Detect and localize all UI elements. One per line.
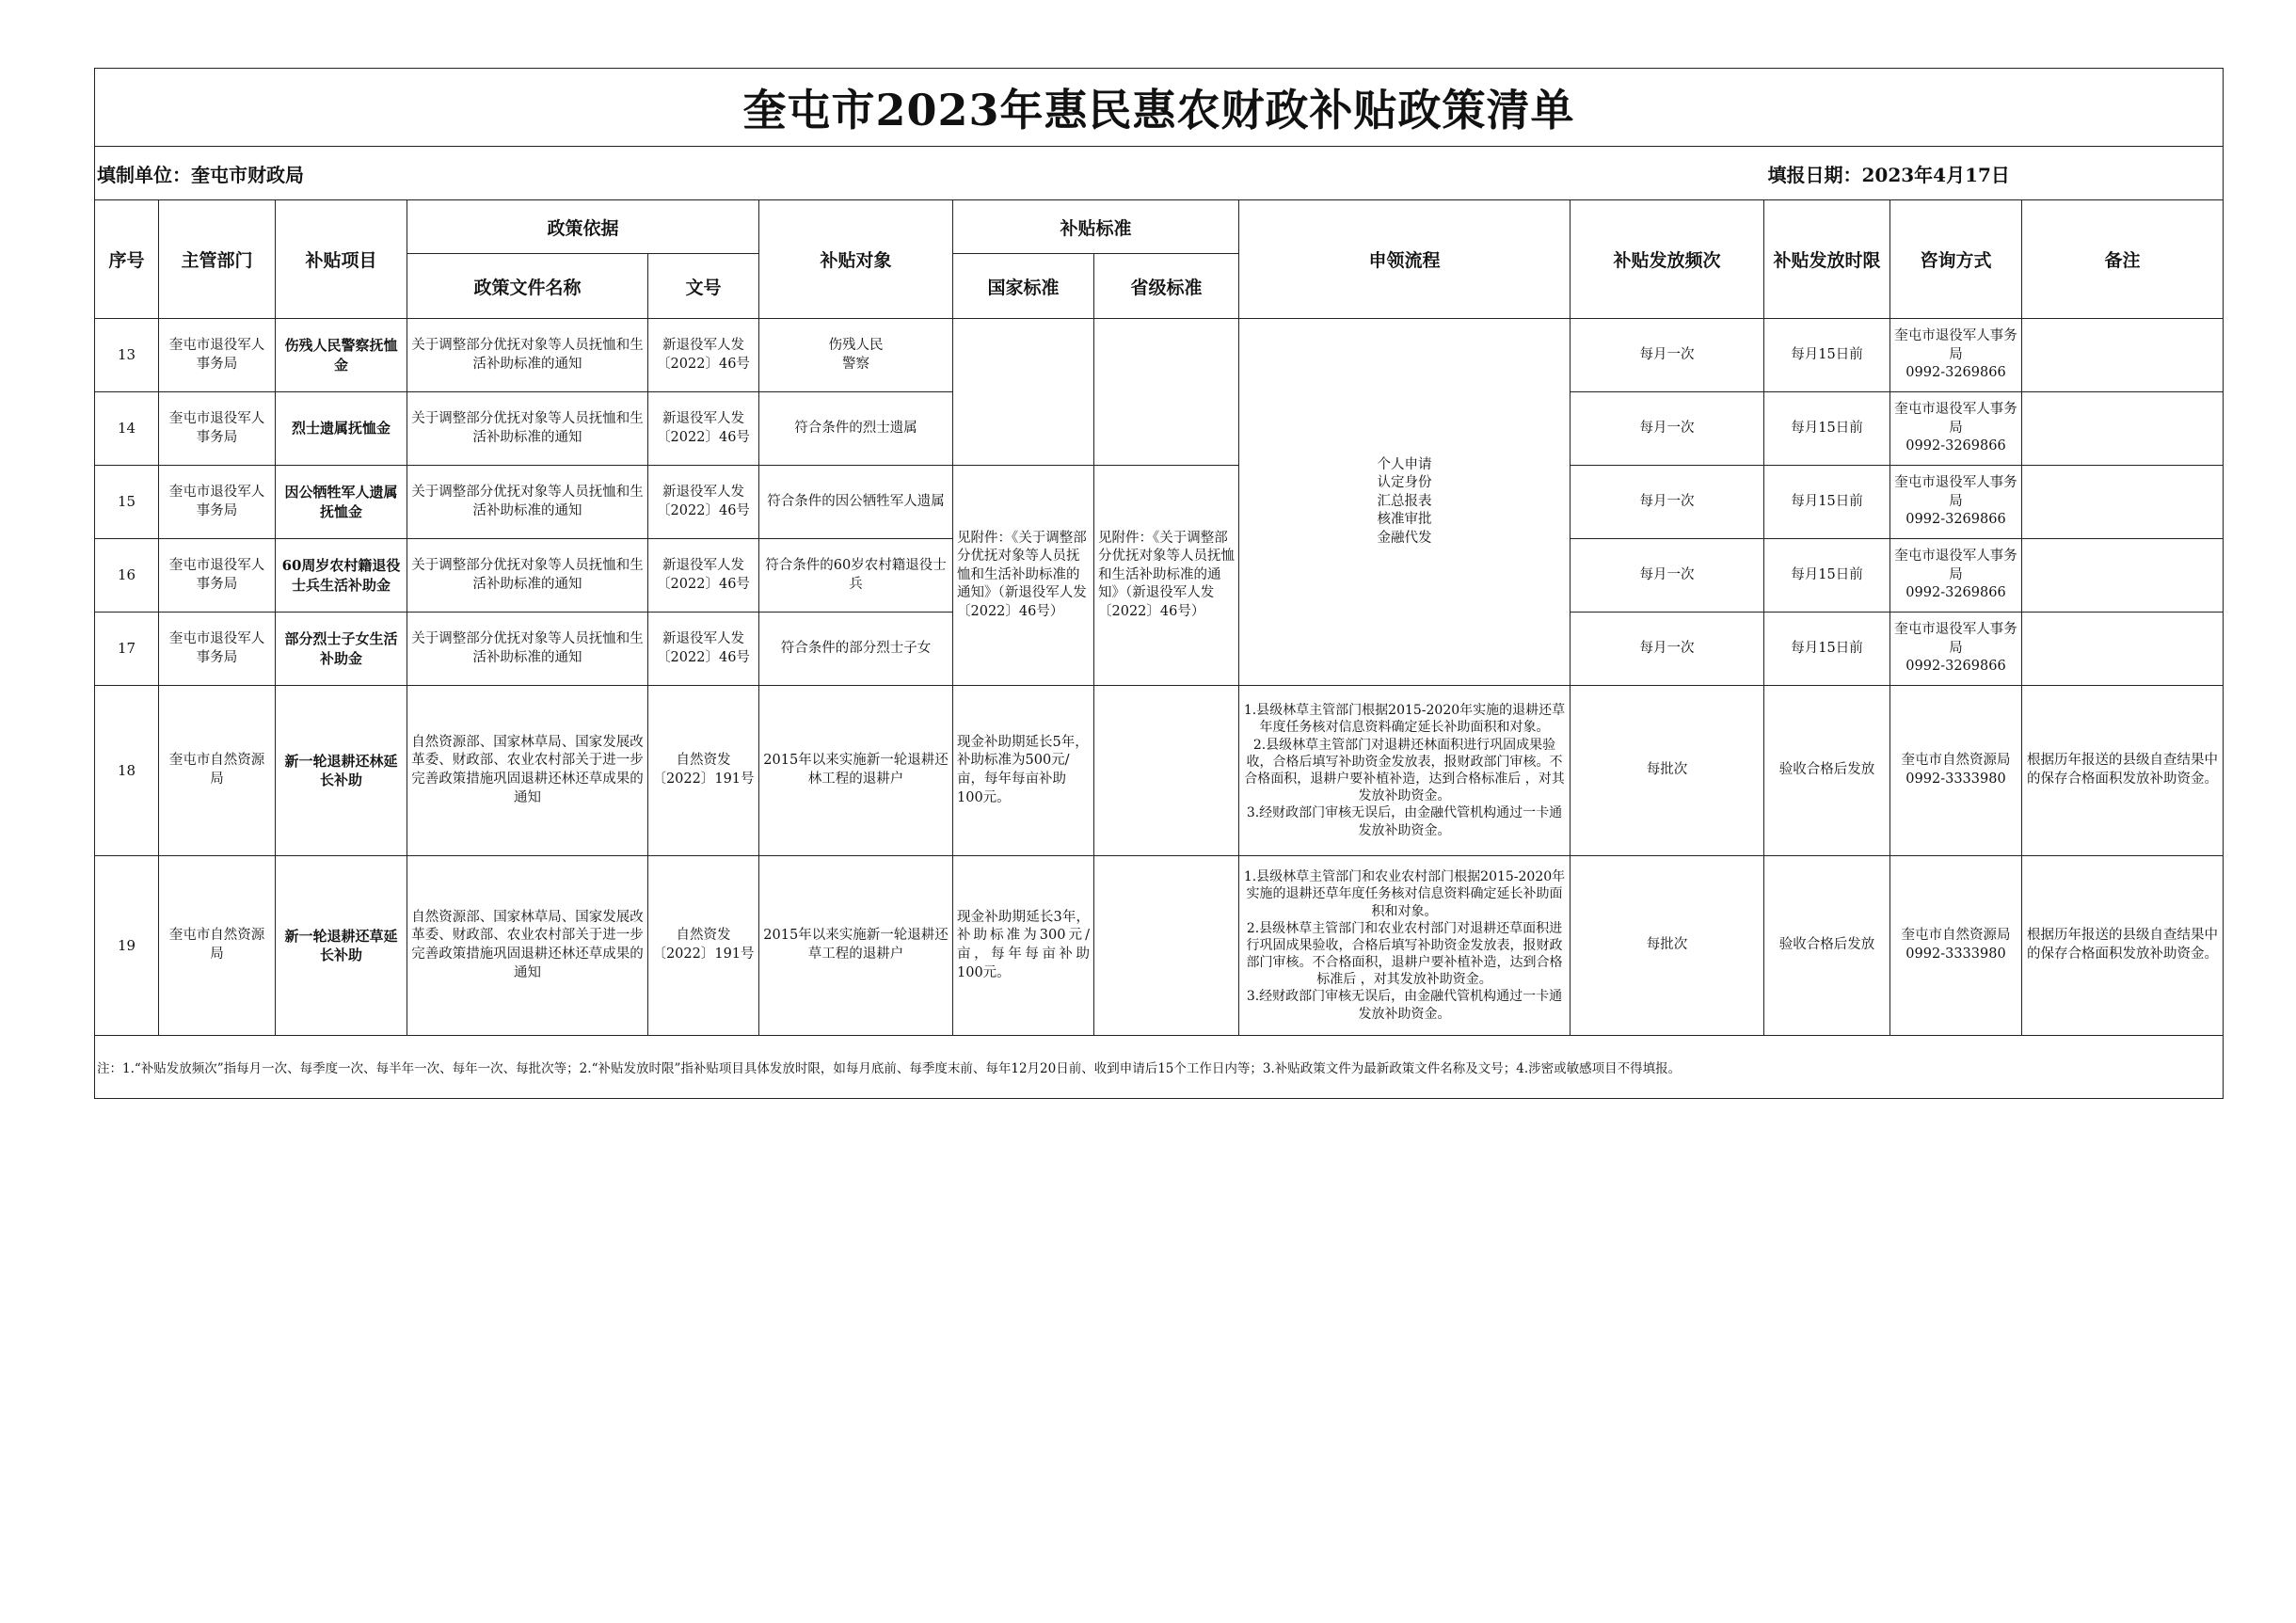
cell-remark: 根据历年报送的县级自查结果中的保存合格面积发放补助资金。 [2022, 686, 2224, 856]
cell-frequency: 每批次 [1571, 686, 1764, 856]
cell-contact: 奎屯市退役军人事务局 0992-3269866 [1890, 392, 2022, 466]
cell-contact: 奎屯市退役军人事务局 0992-3269866 [1890, 539, 2022, 613]
cell-seq: 17 [95, 613, 159, 686]
cell-department: 奎屯市退役军人事务局 [159, 613, 276, 686]
cell-target: 伤残人民 警察 [759, 319, 953, 392]
cell-process: 1.县级林草主管部门和农业农村部门根据2015-2020年实施的退耕还草年度任务核对信息资料确定延长补助面积和对象。 2.县级林草主管部门和农业农村部门对退耕还草面积进行巩固成果验收，合格后填写补助资金发放表，报财政部门审核。不合格面积，退耕户要补植补造，达到合格标准后 ，对其发放补助资金。 3.经财政部门审核无误后，由金融代管机构通过一卡通发放补助资金。 [1239, 856, 1571, 1036]
cell-time-limit: 验收合格后发放 [1764, 686, 1890, 856]
cell-remark [2022, 319, 2224, 392]
cell-remark [2022, 466, 2224, 539]
cell-contact: 奎屯市退役军人事务局 0992-3269866 [1890, 613, 2022, 686]
cell-time-limit: 每月15日前 [1764, 392, 1890, 466]
cell-department: 奎屯市自然资源局 [159, 686, 276, 856]
header-frequency: 补贴发放频次 [1571, 200, 1764, 319]
cell-doc-no: 自然资发〔2022〕191号 [648, 856, 759, 1036]
cell-national-std-shared: 见附件：《关于调整部分优抚对象等人员抚恤和生活补助标准的通知》（新退役军人发〔2022〕46号） [953, 466, 1094, 686]
cell-doc-name: 关于调整部分优抚对象等人员抚恤和生活补助标准的通知 [407, 392, 648, 466]
header-time-limit: 补贴发放时限 [1764, 200, 1890, 319]
header-standard: 补贴标准 [953, 200, 1239, 254]
cell-target: 符合条件的烈士遗属 [759, 392, 953, 466]
cell-doc-name: 关于调整部分优抚对象等人员抚恤和生活补助标准的通知 [407, 466, 648, 539]
cell-seq: 13 [95, 319, 159, 392]
header-policy-basis: 政策依据 [407, 200, 759, 254]
cell-department: 奎屯市退役军人事务局 [159, 392, 276, 466]
footnote: 注：1.“补贴发放频次”指每月一次、每季度一次、每半年一次、每年一次、每批次等；2.“补贴发放时限”指补贴项目具体发放时限，如每月底前、每季度末前、每年12月20日前、收到申请后15个工作日内等；3.补贴政策文件为最新政策文件名称及文号；4.涉密或敏感项目不得填报。 [95, 1036, 2224, 1099]
cell-frequency: 每月一次 [1571, 392, 1764, 466]
cell-remark: 根据历年报送的县级自查结果中的保存合格面积发放补助资金。 [2022, 856, 2224, 1036]
cell-remark [2022, 392, 2224, 466]
cell-item: 60周岁农村籍退役士兵生活补助金 [276, 539, 407, 613]
cell-doc-no: 新退役军人发〔2022〕46号 [648, 539, 759, 613]
cell-seq: 16 [95, 539, 159, 613]
cell-department: 奎屯市自然资源局 [159, 856, 276, 1036]
header-item: 补贴项目 [276, 200, 407, 319]
header-department: 主管部门 [159, 200, 276, 319]
cell-time-limit: 每月15日前 [1764, 539, 1890, 613]
cell-provincial-std-blank [1094, 319, 1239, 466]
cell-contact: 奎屯市退役军人事务局 0992-3269866 [1890, 319, 2022, 392]
cell-contact: 奎屯市自然资源局 0992-3333980 [1890, 686, 2022, 856]
cell-doc-no: 新退役军人发〔2022〕46号 [648, 613, 759, 686]
cell-doc-name: 关于调整部分优抚对象等人员抚恤和生活补助标准的通知 [407, 319, 648, 392]
cell-department: 奎屯市退役军人事务局 [159, 319, 276, 392]
cell-doc-no: 新退役军人发〔2022〕46号 [648, 392, 759, 466]
cell-frequency: 每批次 [1571, 856, 1764, 1036]
cell-doc-no: 新退役军人发〔2022〕46号 [648, 466, 759, 539]
cell-doc-name: 关于调整部分优抚对象等人员抚恤和生活补助标准的通知 [407, 539, 648, 613]
cell-provincial-std-shared: 见附件：《关于调整部分优抚对象等人员抚恤和生活补助标准的通知》（新退役军人发〔2022〕46号） [1094, 466, 1239, 686]
cell-time-limit: 每月15日前 [1764, 319, 1890, 392]
cell-frequency: 每月一次 [1571, 319, 1764, 392]
header-national-std: 国家标准 [953, 254, 1094, 319]
cell-time-limit: 每月15日前 [1764, 613, 1890, 686]
cell-doc-no: 新退役军人发〔2022〕46号 [648, 319, 759, 392]
header-remark: 备注 [2022, 200, 2224, 319]
cell-target: 2015年以来实施新一轮退耕还草工程的退耕户 [759, 856, 953, 1036]
header-seq: 序号 [95, 200, 159, 319]
header-target: 补贴对象 [759, 200, 953, 319]
cell-frequency: 每月一次 [1571, 466, 1764, 539]
cell-frequency: 每月一次 [1571, 613, 1764, 686]
cell-doc-name: 自然资源部、国家林草局、国家发展改革委、财政部、农业农村部关于进一步完善政策措施巩固退耕还林还草成果的通知 [407, 856, 648, 1036]
cell-doc-no: 自然资发〔2022〕191号 [648, 686, 759, 856]
cell-item: 烈士遗属抚恤金 [276, 392, 407, 466]
cell-provincial-std [1094, 686, 1239, 856]
cell-seq: 19 [95, 856, 159, 1036]
fill-unit: 填制单位：奎屯市财政局 [95, 147, 1764, 200]
cell-item: 部分烈士子女生活补助金 [276, 613, 407, 686]
cell-seq: 18 [95, 686, 159, 856]
cell-time-limit: 每月15日前 [1764, 466, 1890, 539]
table-row [95, 686, 2224, 856]
cell-contact: 奎屯市自然资源局 0992-3333980 [1890, 856, 2022, 1036]
cell-item: 伤残人民警察抚恤金 [276, 319, 407, 392]
cell-doc-name: 自然资源部、国家林草局、国家发展改革委、财政部、农业农村部关于进一步完善政策措施巩固退耕还林还草成果的通知 [407, 686, 648, 856]
cell-provincial-std [1094, 856, 1239, 1036]
cell-target: 符合条件的部分烈士子女 [759, 613, 953, 686]
cell-frequency: 每月一次 [1571, 539, 1764, 613]
table-row [95, 856, 2224, 1036]
cell-national-std-blank [953, 319, 1094, 466]
table-row [95, 319, 2224, 392]
cell-department: 奎屯市退役军人事务局 [159, 466, 276, 539]
cell-item: 新一轮退耕还林延长补助 [276, 686, 407, 856]
header-policy-doc-name: 政策文件名称 [407, 254, 648, 319]
cell-item: 新一轮退耕还草延长补助 [276, 856, 407, 1036]
cell-national-std: 现金补助期延长5年，补助标准为500元/亩，每年每亩补助100元。 [953, 686, 1094, 856]
cell-seq: 15 [95, 466, 159, 539]
subsidy-policy-sheet [94, 68, 2223, 1099]
cell-process: 1.县级林草主管部门根据2015-2020年实施的退耕还草年度任务核对信息资料确定延长补助面积和对象。 2.县级林草主管部门对退耕还林面积进行巩固成果验收，合格后填写补助资金发放表，报财政部门审核。不合格面积，退耕户要补植补造，达到合格标准后 ，对其发放补助资金。 3.经财政部门审核无误后，由金融代管机构通过一卡通发放补助资金。 [1239, 686, 1571, 856]
header-provincial-std: 省级标准 [1094, 254, 1239, 319]
cell-process-shared: 个人申请 认定身份 汇总报表 核准审批 金融代发 [1239, 319, 1571, 686]
cell-remark [2022, 539, 2224, 613]
cell-contact: 奎屯市退役军人事务局 0992-3269866 [1890, 466, 2022, 539]
cell-target: 符合条件的60岁农村籍退役士兵 [759, 539, 953, 613]
header-contact: 咨询方式 [1890, 200, 2022, 319]
cell-target: 2015年以来实施新一轮退耕还林工程的退耕户 [759, 686, 953, 856]
cell-target: 符合条件的因公牺牲军人遗属 [759, 466, 953, 539]
cell-remark [2022, 613, 2224, 686]
table-row [95, 466, 2224, 539]
header-process: 申领流程 [1239, 200, 1571, 319]
cell-department: 奎屯市退役军人事务局 [159, 539, 276, 613]
cell-seq: 14 [95, 392, 159, 466]
policy-table [94, 68, 2224, 1099]
cell-item: 因公牺牲军人遗属抚恤金 [276, 466, 407, 539]
cell-doc-name: 关于调整部分优抚对象等人员抚恤和生活补助标准的通知 [407, 613, 648, 686]
fill-date: 填报日期：2023年4月17日 [1764, 147, 2224, 200]
page-title: 奎屯市2023年惠民惠农财政补贴政策清单 [95, 69, 2224, 147]
cell-time-limit: 验收合格后发放 [1764, 856, 1890, 1036]
cell-national-std: 现金补助期延长3年，补助标准为300元/亩，每年每亩补助100元。 [953, 856, 1094, 1036]
header-doc-no: 文号 [648, 254, 759, 319]
